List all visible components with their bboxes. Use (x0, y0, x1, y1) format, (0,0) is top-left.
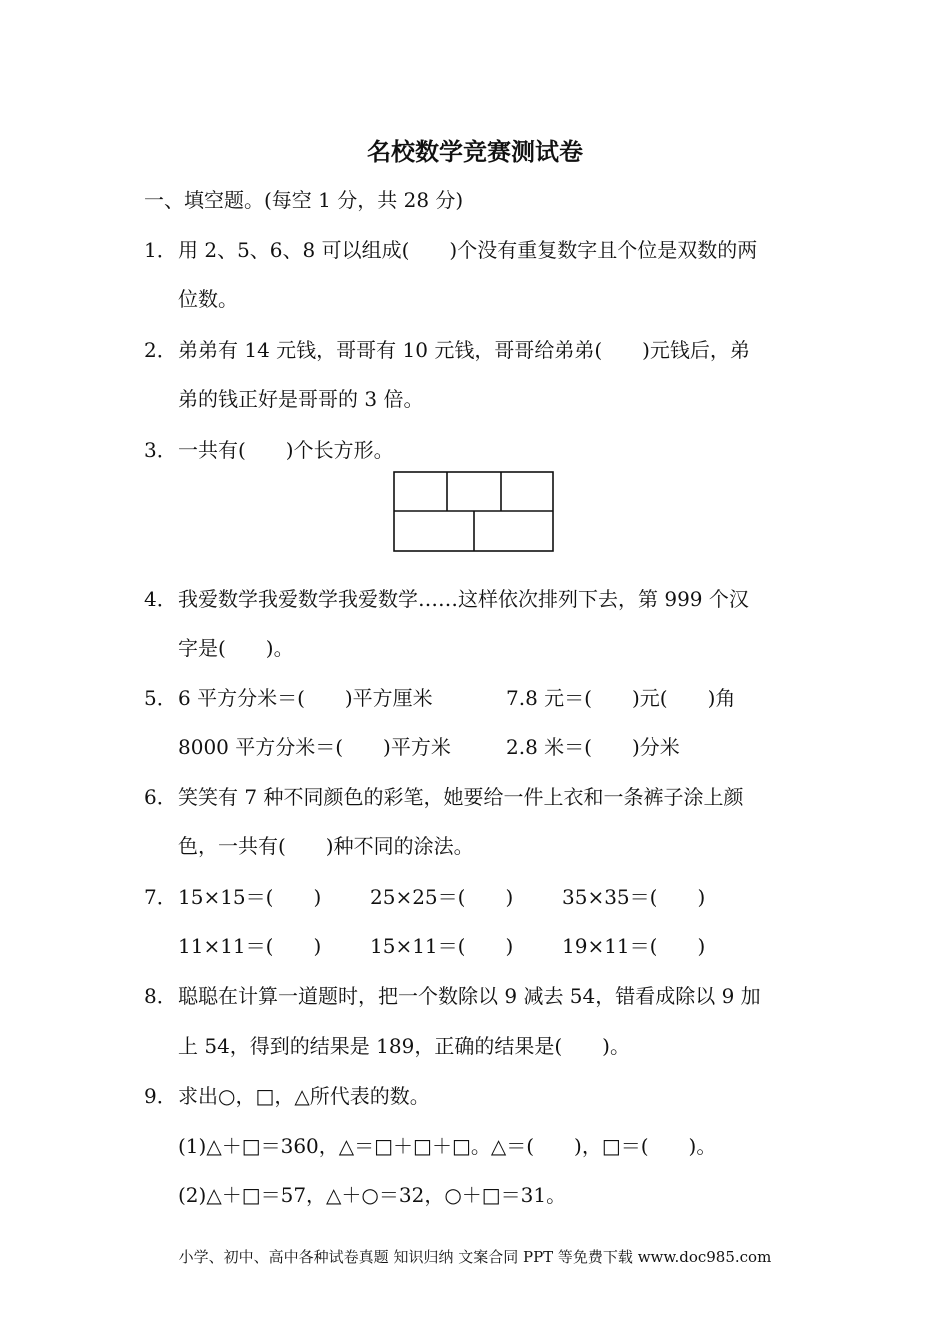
question-6-continued: 色，一共有( )种不同的涂法。 (178, 834, 474, 858)
question-number: 4． (144, 587, 177, 611)
question-7-item: 15×15＝( ) (178, 885, 322, 909)
rectangles-figure (393, 471, 554, 552)
question-number: 2． (144, 338, 177, 362)
question-7-item: 35×35＝( ) (562, 885, 706, 909)
question-text: 聪聪在计算一道题时，把一个数除以 9 减去 54，错看成除以 9 加 (178, 984, 761, 1008)
question-5-item: 6 平方分米＝( )平方厘米 (178, 686, 433, 710)
question-number: 5． (144, 686, 177, 710)
page-title: 名校数学竞赛测试卷 (367, 138, 583, 166)
question-7-item: 19×11＝( ) (562, 934, 706, 958)
question-text: 笑笑有 7 种不同颜色的彩笔，她要给一件上衣和一条裤子涂上颜 (178, 785, 744, 809)
question-number: 6． (144, 785, 177, 809)
question-text: 一共有( )个长方形。 (178, 438, 394, 462)
question-number: 3． (144, 438, 177, 462)
question-5-item: 7.8 元＝( )元( )角 (506, 686, 736, 710)
question-text: 用 2、5、6、8 可以组成( )个没有重复数字且个位是双数的两 (178, 238, 758, 262)
question-9-part-1: (1)△＋□＝360，△＝□＋□＋□。△＝( )，□＝( )。 (178, 1134, 717, 1158)
question-number: 9． (144, 1084, 177, 1108)
question-number: 8． (144, 984, 177, 1008)
question-number: 7． (144, 885, 177, 909)
question-7-item: 15×11＝( ) (370, 934, 514, 958)
question-text: 求出○，□，△所代表的数。 (178, 1084, 430, 1108)
question-text: 弟弟有 14 元钱，哥哥有 10 元钱，哥哥给弟弟( )元钱后，弟 (178, 338, 750, 362)
question-9-part-2: (2)△＋□＝57，△＋○＝32，○＋□＝31。 (178, 1183, 567, 1207)
question-1-continued: 位数。 (178, 287, 238, 311)
question-7-item: 25×25＝( ) (370, 885, 514, 909)
question-5-item: 8000 平方分米＝( )平方米 (178, 735, 451, 759)
question-2-continued: 弟的钱正好是哥哥的 3 倍。 (178, 387, 424, 411)
section-heading: 一、填空题。(每空 1 分，共 28 分) (144, 188, 464, 212)
question-4-continued: 字是( )。 (178, 636, 294, 660)
question-number: 1． (144, 238, 177, 262)
footer-text: 小学、初中、高中各种试卷真题 知识归纳 文案合同 PPT 等免费下载 www.doc985.com (178, 1248, 772, 1266)
question-5-item: 2.8 米＝( )分米 (506, 735, 680, 759)
question-text: 我爱数学我爱数学我爱数学……这样依次排列下去，第 999 个汉 (178, 587, 749, 611)
question-7-item: 11×11＝( ) (178, 934, 322, 958)
question-8-continued: 上 54，得到的结果是 189，正确的结果是( )。 (178, 1034, 630, 1058)
